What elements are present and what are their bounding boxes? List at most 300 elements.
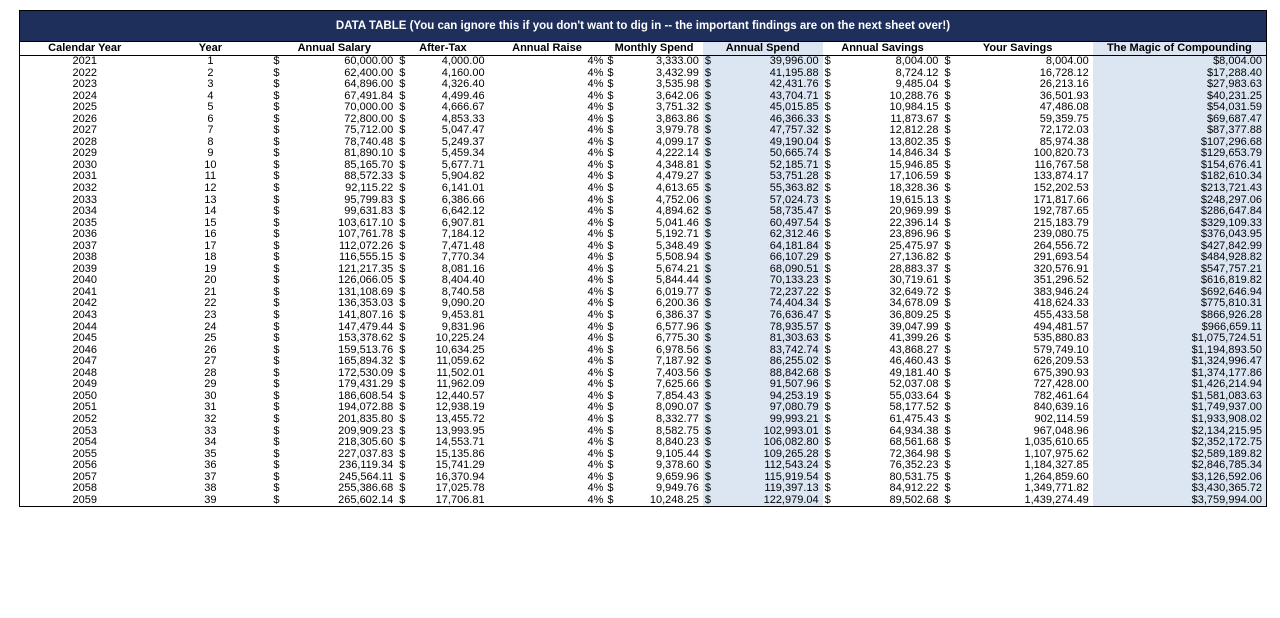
cell-annual-salary[interactable]: 99,631.83 xyxy=(344,206,394,218)
cell-year[interactable]: 14 xyxy=(204,206,217,218)
currency-sign[interactable]: $ xyxy=(399,310,406,322)
currency-sign[interactable]: $ xyxy=(273,136,280,148)
cell-annual-raise[interactable]: 4% xyxy=(587,448,604,460)
cell-calendar-year[interactable]: 2040 xyxy=(20,275,150,287)
cell-annual-spend[interactable]: 58,735.47 xyxy=(717,206,823,218)
cell-after-tax[interactable]: 4,853.33 xyxy=(441,113,485,125)
cell-annual-savings[interactable]: 22,396.14 xyxy=(889,217,939,229)
currency-sign[interactable]: $ xyxy=(944,240,951,252)
cell-year[interactable]: 16 xyxy=(204,229,217,241)
currency-sign[interactable]: $ xyxy=(824,483,831,495)
cell-year[interactable]: 26 xyxy=(204,344,217,356)
cell-annual-salary[interactable]: 194,072.88 xyxy=(338,402,394,414)
cell-monthly-spend[interactable]: 5,674.21 xyxy=(656,263,699,275)
currency-sign[interactable]: $ xyxy=(273,125,280,137)
cell-calendar-year[interactable]: 2035 xyxy=(20,218,150,230)
cell-after-tax[interactable]: 5,459.34 xyxy=(441,148,485,160)
cell-annual-raise[interactable]: 4% xyxy=(587,79,604,91)
currency-sign[interactable]: $ xyxy=(397,495,411,507)
cell-magic-of-compounding[interactable]: $87,377.88 xyxy=(1093,125,1267,137)
cell-annual-spend[interactable]: 72,237.22 xyxy=(717,287,823,299)
cell-monthly-spend[interactable]: 3,863.86 xyxy=(656,113,699,125)
cell-calendar-year[interactable]: 2032 xyxy=(20,183,150,195)
cell-year[interactable]: 35 xyxy=(204,448,217,460)
cell-annual-savings[interactable]: 14,846.34 xyxy=(889,148,939,160)
cell-annual-raise[interactable]: 4% xyxy=(587,252,604,264)
currency-sign[interactable]: $ xyxy=(944,159,951,171)
cell-annual-spend[interactable]: 55,363.82 xyxy=(717,183,823,195)
currency-sign[interactable]: $ xyxy=(399,79,406,91)
cell-calendar-year[interactable]: 2055 xyxy=(20,449,150,461)
cell-annual-spend[interactable]: 64,181.84 xyxy=(717,241,823,253)
cell-after-tax[interactable]: 12,440.57 xyxy=(435,390,485,402)
currency-sign[interactable]: $ xyxy=(607,321,614,333)
cell-magic-of-compounding[interactable]: $329,109.33 xyxy=(1093,218,1267,230)
currency-sign[interactable]: $ xyxy=(607,183,614,195)
cell-annual-savings[interactable]: 19,615.13 xyxy=(889,194,939,206)
currency-sign[interactable]: $ xyxy=(703,79,717,91)
cell-monthly-spend[interactable]: 4,752.06 xyxy=(656,194,699,206)
currency-sign[interactable]: $ xyxy=(273,425,280,437)
cell-annual-spend[interactable]: 94,253.19 xyxy=(717,391,823,403)
currency-sign[interactable]: $ xyxy=(399,471,406,483)
currency-sign[interactable]: $ xyxy=(703,322,717,334)
cell-annual-spend[interactable]: 81,303.63 xyxy=(717,333,823,345)
cell-annual-salary[interactable]: 255,386.68 xyxy=(338,483,394,495)
cell-magic-of-compounding[interactable]: $286,647.84 xyxy=(1093,206,1267,218)
currency-sign[interactable]: $ xyxy=(703,229,717,241)
cell-annual-spend[interactable]: 83,742.74 xyxy=(717,345,823,357)
currency-sign[interactable]: $ xyxy=(824,252,831,264)
currency-sign[interactable]: $ xyxy=(399,379,406,391)
cell-calendar-year[interactable]: 2038 xyxy=(20,252,150,264)
cell-magic-of-compounding[interactable]: $1,075,724.51 xyxy=(1093,333,1267,345)
currency-sign[interactable]: $ xyxy=(703,368,717,380)
currency-sign[interactable]: $ xyxy=(273,183,280,195)
cell-after-tax[interactable]: 9,831.96 xyxy=(441,321,485,333)
cell-your-savings[interactable]: 902,114.59 xyxy=(1034,413,1089,425)
cell-monthly-spend[interactable]: 5,508.94 xyxy=(656,252,699,264)
cell-calendar-year[interactable]: 2037 xyxy=(20,241,150,253)
currency-sign[interactable]: $ xyxy=(399,390,406,402)
cell-annual-raise[interactable]: 4% xyxy=(587,333,604,345)
cell-year[interactable]: 12 xyxy=(204,183,217,195)
currency-sign[interactable]: $ xyxy=(944,67,951,79)
cell-your-savings[interactable]: 8,004.00 xyxy=(1045,55,1089,67)
currency-sign[interactable]: $ xyxy=(944,263,951,275)
cell-monthly-spend[interactable]: 5,844.44 xyxy=(656,275,699,287)
header-annual-savings[interactable]: Annual Savings xyxy=(823,42,943,56)
cell-magic-of-compounding[interactable]: $69,687.47 xyxy=(1093,114,1267,126)
cell-year[interactable]: 8 xyxy=(207,136,214,148)
currency-sign[interactable]: $ xyxy=(273,471,280,483)
currency-sign[interactable]: $ xyxy=(399,194,406,206)
cell-after-tax[interactable]: 17,706.81 xyxy=(411,495,488,507)
cell-annual-raise[interactable]: 4% xyxy=(587,298,604,310)
currency-sign[interactable]: $ xyxy=(944,390,951,402)
currency-sign[interactable]: $ xyxy=(703,275,717,287)
cell-annual-savings[interactable]: 30,719.61 xyxy=(889,275,939,287)
cell-magic-of-compounding[interactable]: $182,610.34 xyxy=(1093,171,1267,183)
cell-calendar-year[interactable]: 2036 xyxy=(20,229,150,241)
currency-sign[interactable]: $ xyxy=(399,136,406,148)
cell-annual-spend[interactable]: 112,543.24 xyxy=(717,460,823,472)
cell-year[interactable]: 19 xyxy=(204,263,217,275)
currency-sign[interactable]: $ xyxy=(607,298,614,310)
cell-your-savings[interactable]: 1,035,610.65 xyxy=(1024,437,1089,449)
currency-sign[interactable]: $ xyxy=(273,229,280,241)
currency-sign[interactable]: $ xyxy=(824,471,831,483)
cell-your-savings[interactable]: 133,874.17 xyxy=(1033,171,1089,183)
cell-annual-raise[interactable]: 4% xyxy=(587,460,604,472)
cell-after-tax[interactable]: 14,553.71 xyxy=(435,437,485,449)
cell-after-tax[interactable]: 17,025.78 xyxy=(435,483,485,495)
cell-year[interactable]: 9 xyxy=(207,148,214,160)
cell-your-savings[interactable]: 351,296.52 xyxy=(1033,275,1089,287)
currency-sign[interactable]: $ xyxy=(273,286,280,298)
cell-your-savings[interactable]: 59,359.75 xyxy=(1039,113,1089,125)
cell-monthly-spend[interactable]: 3,432.99 xyxy=(656,67,699,79)
cell-after-tax[interactable]: 10,225.24 xyxy=(435,333,485,345)
cell-annual-savings[interactable]: 25,475.97 xyxy=(889,240,939,252)
cell-year[interactable]: 21 xyxy=(204,286,217,298)
currency-sign[interactable]: $ xyxy=(703,495,717,507)
currency-sign[interactable]: $ xyxy=(944,425,951,437)
currency-sign[interactable]: $ xyxy=(944,125,951,137)
cell-magic-of-compounding[interactable]: $1,374,177.86 xyxy=(1093,368,1267,380)
header-year[interactable]: Year xyxy=(149,42,271,56)
currency-sign[interactable]: $ xyxy=(273,148,280,160)
cell-annual-spend[interactable]: 62,312.46 xyxy=(717,229,823,241)
cell-magic-of-compounding[interactable]: $2,589,189.82 xyxy=(1093,449,1267,461)
cell-year[interactable]: 32 xyxy=(204,413,217,425)
currency-sign[interactable]: $ xyxy=(944,413,951,425)
currency-sign[interactable]: $ xyxy=(399,217,406,229)
cell-magic-of-compounding[interactable]: $376,043.95 xyxy=(1093,229,1267,241)
cell-annual-savings[interactable]: 58,177.52 xyxy=(889,402,939,414)
cell-annual-salary[interactable]: 131,108.69 xyxy=(338,286,394,298)
cell-your-savings[interactable]: 215,183.79 xyxy=(1033,217,1089,229)
cell-annual-raise[interactable]: 4% xyxy=(587,148,604,160)
cell-annual-spend[interactable]: 57,024.73 xyxy=(717,195,823,207)
cell-annual-savings[interactable]: 61,475.43 xyxy=(889,413,939,425)
cell-magic-of-compounding[interactable]: $129,653.79 xyxy=(1093,148,1267,160)
cell-magic-of-compounding[interactable]: $1,324,996.47 xyxy=(1093,356,1267,368)
cell-annual-savings[interactable]: 20,969.99 xyxy=(889,206,939,218)
currency-sign[interactable]: $ xyxy=(824,194,831,206)
currency-sign[interactable]: $ xyxy=(273,263,280,275)
cell-magic-of-compounding[interactable]: $692,646.94 xyxy=(1093,287,1267,299)
cell-annual-spend[interactable]: 76,636.47 xyxy=(717,310,823,322)
cell-your-savings[interactable]: 1,184,327.85 xyxy=(1024,460,1089,472)
cell-calendar-year[interactable]: 2021 xyxy=(20,56,150,68)
cell-year[interactable]: 36 xyxy=(204,460,217,472)
cell-annual-spend[interactable]: 97,080.79 xyxy=(717,402,823,414)
currency-sign[interactable]: $ xyxy=(703,391,717,403)
cell-year[interactable]: 28 xyxy=(204,367,217,379)
currency-sign[interactable]: $ xyxy=(399,413,406,425)
currency-sign[interactable]: $ xyxy=(703,460,717,472)
cell-after-tax[interactable]: 6,907.81 xyxy=(441,217,485,229)
cell-after-tax[interactable]: 5,677.71 xyxy=(441,159,485,171)
cell-annual-savings[interactable]: 68,561.68 xyxy=(889,437,939,449)
cell-annual-salary[interactable]: 126,066.05 xyxy=(338,275,394,287)
currency-sign[interactable]: $ xyxy=(607,402,614,414)
cell-after-tax[interactable]: 8,404.40 xyxy=(441,275,485,287)
cell-annual-spend[interactable]: 122,979.04 xyxy=(717,495,823,507)
cell-annual-salary[interactable]: 141,807.16 xyxy=(338,310,394,322)
currency-sign[interactable]: $ xyxy=(399,344,406,356)
cell-annual-savings[interactable]: 23,896.96 xyxy=(889,229,939,241)
cell-annual-raise[interactable]: 4% xyxy=(587,136,604,148)
currency-sign[interactable]: $ xyxy=(273,448,280,460)
currency-sign[interactable]: $ xyxy=(703,68,717,80)
currency-sign[interactable]: $ xyxy=(273,275,280,287)
currency-sign[interactable]: $ xyxy=(607,286,614,298)
currency-sign[interactable]: $ xyxy=(273,483,280,495)
currency-sign[interactable]: $ xyxy=(944,286,951,298)
cell-monthly-spend[interactable]: 3,535.98 xyxy=(656,79,699,91)
cell-year[interactable]: 31 xyxy=(204,402,217,414)
currency-sign[interactable]: $ xyxy=(607,194,614,206)
cell-annual-spend[interactable]: 60,497.54 xyxy=(717,218,823,230)
cell-magic-of-compounding[interactable]: $2,352,172.75 xyxy=(1093,437,1267,449)
cell-annual-spend[interactable]: 43,704.71 xyxy=(717,91,823,103)
cell-annual-raise[interactable]: 4% xyxy=(587,425,604,437)
cell-annual-savings[interactable]: 72,364.98 xyxy=(889,448,939,460)
cell-annual-savings[interactable]: 89,502.68 xyxy=(837,495,943,507)
cell-magic-of-compounding[interactable]: $2,134,215.95 xyxy=(1093,426,1267,438)
currency-sign[interactable]: $ xyxy=(944,206,951,218)
cell-your-savings[interactable]: 72,172.03 xyxy=(1039,125,1089,137)
header-monthly-spend[interactable]: Monthly Spend xyxy=(605,42,702,56)
cell-annual-spend[interactable]: 78,935.57 xyxy=(717,322,823,334)
cell-annual-savings[interactable]: 34,678.09 xyxy=(889,298,939,310)
currency-sign[interactable]: $ xyxy=(607,125,614,137)
currency-sign[interactable]: $ xyxy=(399,125,406,137)
cell-after-tax[interactable]: 7,770.34 xyxy=(441,252,485,264)
cell-calendar-year[interactable]: 2045 xyxy=(20,333,150,345)
cell-after-tax[interactable]: 13,455.72 xyxy=(435,413,485,425)
currency-sign[interactable]: $ xyxy=(824,344,831,356)
cell-magic-of-compounding[interactable]: $484,928.82 xyxy=(1093,252,1267,264)
cell-calendar-year[interactable]: 2056 xyxy=(20,460,150,472)
cell-annual-spend[interactable]: 86,255.02 xyxy=(717,356,823,368)
currency-sign[interactable]: $ xyxy=(607,67,614,79)
cell-monthly-spend[interactable]: 6,019.77 xyxy=(656,286,699,298)
cell-year[interactable]: 13 xyxy=(204,194,217,206)
currency-sign[interactable]: $ xyxy=(607,425,614,437)
cell-calendar-year[interactable]: 2047 xyxy=(20,356,150,368)
cell-annual-raise[interactable]: 4% xyxy=(587,229,604,241)
cell-annual-savings[interactable]: 64,934.38 xyxy=(889,425,939,437)
currency-sign[interactable]: $ xyxy=(607,471,614,483)
cell-annual-raise[interactable]: 4% xyxy=(587,379,604,391)
currency-sign[interactable]: $ xyxy=(824,148,831,160)
currency-sign[interactable]: $ xyxy=(944,333,951,345)
cell-annual-savings[interactable]: 76,352.23 xyxy=(889,460,939,472)
cell-monthly-spend[interactable]: 7,187.92 xyxy=(656,356,699,368)
cell-annual-raise[interactable]: 4% xyxy=(587,240,604,252)
cell-calendar-year[interactable]: 2041 xyxy=(20,287,150,299)
cell-annual-salary[interactable]: 153,378.62 xyxy=(338,333,394,345)
cell-your-savings[interactable]: 1,349,771.82 xyxy=(1024,483,1089,495)
cell-annual-spend[interactable]: 99,993.21 xyxy=(717,414,823,426)
cell-annual-spend[interactable]: 66,107.29 xyxy=(717,252,823,264)
currency-sign[interactable]: $ xyxy=(273,367,280,379)
currency-sign[interactable]: $ xyxy=(703,206,717,218)
cell-magic-of-compounding[interactable]: $1,426,214.94 xyxy=(1093,379,1267,391)
currency-sign[interactable]: $ xyxy=(399,206,406,218)
currency-sign[interactable]: $ xyxy=(824,333,831,345)
cell-annual-salary[interactable]: 112,072.26 xyxy=(338,240,394,252)
currency-sign[interactable]: $ xyxy=(824,159,831,171)
currency-sign[interactable]: $ xyxy=(824,263,831,275)
currency-sign[interactable]: $ xyxy=(703,171,717,183)
cell-calendar-year[interactable]: 2025 xyxy=(20,102,150,114)
currency-sign[interactable]: $ xyxy=(399,286,406,298)
currency-sign[interactable]: $ xyxy=(824,286,831,298)
currency-sign[interactable]: $ xyxy=(944,90,951,102)
cell-annual-savings[interactable]: 13,802.35 xyxy=(889,136,939,148)
cell-year[interactable]: 15 xyxy=(204,217,217,229)
currency-sign[interactable]: $ xyxy=(944,102,951,114)
currency-sign[interactable]: $ xyxy=(824,217,831,229)
cell-calendar-year[interactable]: 2057 xyxy=(20,472,150,484)
currency-sign[interactable]: $ xyxy=(607,367,614,379)
cell-calendar-year[interactable]: 2048 xyxy=(20,368,150,380)
cell-magic-of-compounding[interactable]: $40,231.25 xyxy=(1093,91,1267,103)
cell-monthly-spend[interactable]: 6,775.30 xyxy=(656,333,699,345)
cell-year[interactable]: 34 xyxy=(204,437,217,449)
cell-calendar-year[interactable]: 2023 xyxy=(20,79,150,91)
cell-annual-raise[interactable]: 4% xyxy=(587,344,604,356)
currency-sign[interactable]: $ xyxy=(399,102,406,114)
currency-sign[interactable]: $ xyxy=(824,79,831,91)
currency-sign[interactable]: $ xyxy=(273,113,280,125)
currency-sign[interactable]: $ xyxy=(703,333,717,345)
currency-sign[interactable]: $ xyxy=(399,55,406,67)
cell-after-tax[interactable]: 4,499.46 xyxy=(441,90,485,102)
cell-monthly-spend[interactable]: 4,222.14 xyxy=(656,148,699,160)
currency-sign[interactable]: $ xyxy=(703,160,717,172)
cell-annual-savings[interactable]: 36,809.25 xyxy=(889,310,939,322)
cell-annual-salary[interactable]: 88,572.33 xyxy=(344,171,394,183)
currency-sign[interactable]: $ xyxy=(944,437,951,449)
currency-sign[interactable]: $ xyxy=(607,356,614,368)
currency-sign[interactable]: $ xyxy=(273,321,280,333)
cell-annual-salary[interactable]: 103,617.10 xyxy=(338,217,394,229)
cell-magic-of-compounding[interactable]: $966,659.11 xyxy=(1093,322,1267,334)
cell-annual-salary[interactable]: 78,740.48 xyxy=(344,136,394,148)
cell-calendar-year[interactable]: 2049 xyxy=(20,379,150,391)
cell-magic-of-compounding[interactable]: $248,297.06 xyxy=(1093,195,1267,207)
cell-magic-of-compounding[interactable]: $54,031.59 xyxy=(1093,102,1267,114)
cell-annual-salary[interactable]: 64,896.00 xyxy=(344,79,394,91)
cell-year[interactable]: 38 xyxy=(204,483,217,495)
cell-annual-raise[interactable]: 4% xyxy=(587,471,604,483)
cell-your-savings[interactable]: 239,080.75 xyxy=(1033,229,1089,241)
currency-sign[interactable]: $ xyxy=(944,402,951,414)
cell-annual-salary[interactable]: 107,761.78 xyxy=(338,229,394,241)
cell-annual-salary[interactable]: 85,165.70 xyxy=(344,159,394,171)
currency-sign[interactable]: $ xyxy=(399,298,406,310)
cell-monthly-spend[interactable]: 3,333.00 xyxy=(656,55,699,67)
cell-your-savings[interactable]: 1,264,859.60 xyxy=(1024,471,1089,483)
currency-sign[interactable]: $ xyxy=(703,298,717,310)
cell-annual-raise[interactable]: 4% xyxy=(587,437,604,449)
cell-annual-savings[interactable]: 39,047.99 xyxy=(889,321,939,333)
cell-calendar-year[interactable]: 2043 xyxy=(20,310,150,322)
cell-calendar-year[interactable]: 2046 xyxy=(20,345,150,357)
currency-sign[interactable]: $ xyxy=(824,240,831,252)
cell-annual-salary[interactable]: 265,602.14 xyxy=(286,495,398,507)
currency-sign[interactable]: $ xyxy=(824,171,831,183)
currency-sign[interactable]: $ xyxy=(824,425,831,437)
currency-sign[interactable]: $ xyxy=(607,390,614,402)
currency-sign[interactable]: $ xyxy=(703,148,717,160)
cell-monthly-spend[interactable]: 7,625.66 xyxy=(656,379,699,391)
currency-sign[interactable]: $ xyxy=(942,495,956,507)
cell-magic-of-compounding[interactable]: $27,983.63 xyxy=(1093,79,1267,91)
cell-annual-savings[interactable]: 15,946.85 xyxy=(889,159,939,171)
cell-annual-savings[interactable]: 11,873.67 xyxy=(890,113,939,125)
currency-sign[interactable]: $ xyxy=(607,252,614,264)
currency-sign[interactable]: $ xyxy=(824,183,831,195)
cell-monthly-spend[interactable]: 9,659.96 xyxy=(656,471,699,483)
currency-sign[interactable]: $ xyxy=(607,113,614,125)
currency-sign[interactable]: $ xyxy=(605,495,619,507)
cell-annual-savings[interactable]: 41,399.26 xyxy=(889,333,939,345)
cell-annual-salary[interactable]: 60,000.00 xyxy=(344,55,394,67)
cell-calendar-year[interactable]: 2030 xyxy=(20,160,150,172)
cell-annual-raise[interactable]: 4% xyxy=(587,183,604,195)
cell-annual-salary[interactable]: 186,608.54 xyxy=(338,390,394,402)
cell-after-tax[interactable]: 6,386.66 xyxy=(441,194,485,206)
currency-sign[interactable]: $ xyxy=(399,275,406,287)
currency-sign[interactable]: $ xyxy=(273,460,280,472)
currency-sign[interactable]: $ xyxy=(399,448,406,460)
cell-calendar-year[interactable]: 2051 xyxy=(20,402,150,414)
currency-sign[interactable]: $ xyxy=(824,321,831,333)
currency-sign[interactable]: $ xyxy=(607,344,614,356)
currency-sign[interactable]: $ xyxy=(944,183,951,195)
cell-annual-spend[interactable]: 68,090.51 xyxy=(717,264,823,276)
currency-sign[interactable]: $ xyxy=(607,79,614,91)
currency-sign[interactable]: $ xyxy=(607,90,614,102)
currency-sign[interactable]: $ xyxy=(824,67,831,79)
cell-annual-salary[interactable]: 81,890.10 xyxy=(344,148,394,160)
currency-sign[interactable]: $ xyxy=(944,379,951,391)
cell-year[interactable]: 23 xyxy=(204,310,217,322)
currency-sign[interactable]: $ xyxy=(273,194,280,206)
currency-sign[interactable]: $ xyxy=(944,171,951,183)
cell-annual-salary[interactable]: 209,909.23 xyxy=(338,425,394,437)
cell-magic-of-compounding[interactable]: $3,126,592.06 xyxy=(1093,472,1267,484)
cell-calendar-year[interactable]: 2039 xyxy=(20,264,150,276)
currency-sign[interactable]: $ xyxy=(824,90,831,102)
cell-your-savings[interactable]: 116,767.58 xyxy=(1034,159,1089,171)
currency-sign[interactable]: $ xyxy=(607,448,614,460)
cell-year[interactable]: 4 xyxy=(207,90,214,102)
cell-calendar-year[interactable]: 2024 xyxy=(20,91,150,103)
cell-annual-raise[interactable]: 4% xyxy=(587,171,604,183)
currency-sign[interactable]: $ xyxy=(944,448,951,460)
cell-your-savings[interactable]: 967,048.96 xyxy=(1033,425,1089,437)
currency-sign[interactable]: $ xyxy=(703,241,717,253)
currency-sign[interactable]: $ xyxy=(824,390,831,402)
currency-sign[interactable]: $ xyxy=(703,195,717,207)
